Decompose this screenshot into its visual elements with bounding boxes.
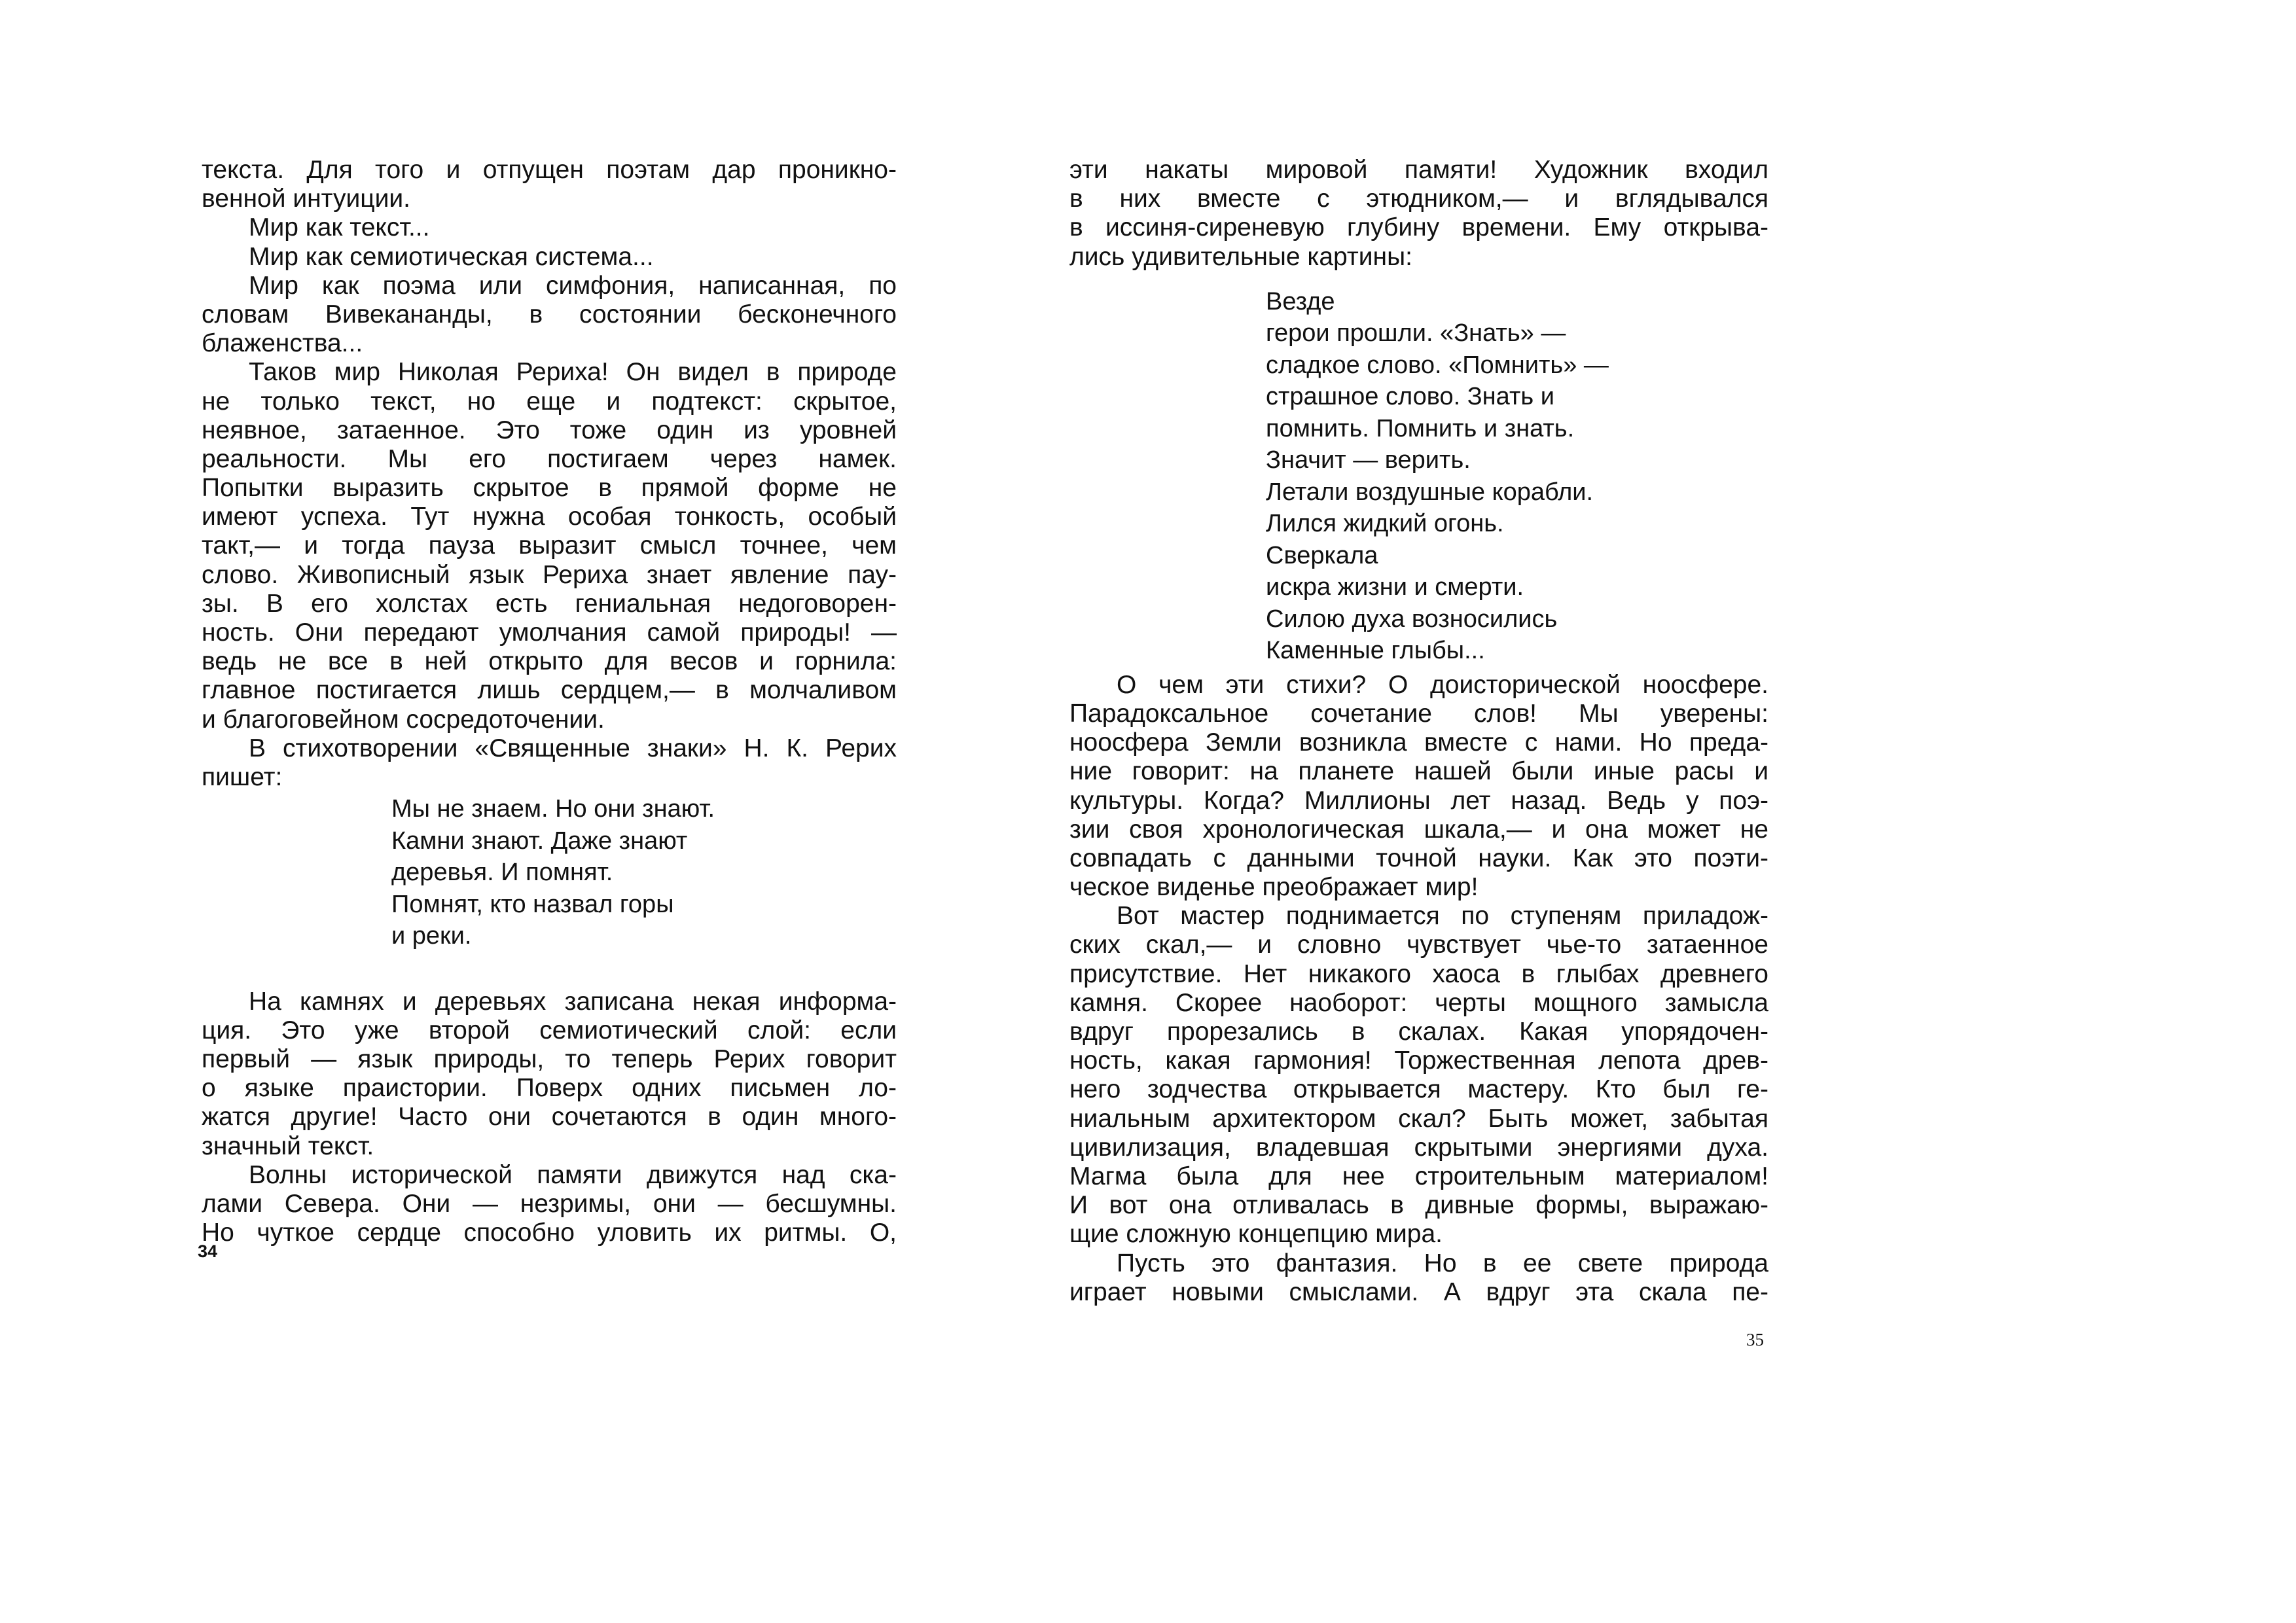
verse-line: помнить. Помнить и знать. bbox=[1266, 414, 1575, 442]
text-line: текста. Для того и отпущен поэтам дар проникно- bbox=[202, 156, 897, 184]
text-line: Но чуткое сердце способно уловить их ритмы. О, bbox=[202, 1219, 897, 1247]
text-line: неявное, затаенное. Это тоже один из уровней bbox=[202, 416, 897, 444]
text-line: Попытки выразить скрытое в прямой форме не bbox=[202, 474, 897, 503]
text-line: словам Вивекананды, в состоянии бесконечного bbox=[202, 300, 897, 329]
text-line: Волны исторической памяти движутся над ска- bbox=[249, 1160, 897, 1189]
right-text-before bbox=[1069, 156, 1768, 272]
right-verse bbox=[1266, 272, 1768, 667]
verse-line: Силою духа возносились bbox=[1266, 605, 1558, 633]
verse-line: искра жизни и смерти. bbox=[1266, 573, 1524, 601]
text-line: Вот мастер поднимается по ступеням приладож- bbox=[1117, 902, 1768, 931]
text-line: в них вместе с этюдником,— и вглядывался bbox=[1069, 185, 1768, 213]
text-line: зы. В его холстах есть гениальная недоговорен- bbox=[202, 589, 897, 618]
text-line: культуры. Когда? Миллионы лет назад. Ведь у поэ- bbox=[1069, 786, 1768, 815]
verse-line: Каменные глыбы... bbox=[1266, 637, 1485, 665]
text-line: вдруг прорезались в скалах. Какая упорядочен- bbox=[1069, 1018, 1768, 1046]
text-line: совпадать с данными точной науки. Как это поэти- bbox=[1069, 844, 1768, 872]
left-page bbox=[202, 156, 897, 1247]
text-line: венной интуиции. bbox=[202, 185, 411, 213]
left-verse bbox=[391, 792, 897, 952]
verse-line: Мы не знаем. Но они знают. bbox=[391, 795, 715, 823]
left-text-before bbox=[202, 156, 897, 792]
text-line: щие сложную концепцию мира. bbox=[1069, 1220, 1443, 1249]
right-text-after bbox=[1069, 671, 1768, 1307]
text-line: Пусть это фантазия. Но в ее свете природа bbox=[1117, 1249, 1768, 1277]
verse-line: Значит — верить. bbox=[1266, 446, 1471, 474]
text-line: На камнях и деревьях записана некая информа- bbox=[249, 987, 897, 1016]
verse-line: деревья. И помнят. bbox=[391, 859, 613, 887]
verse-line: Камни знают. Даже знают bbox=[391, 827, 688, 855]
text-line: ция. Это уже второй семиотический слой: если bbox=[202, 1016, 897, 1044]
text-line: жатся другие! Часто они сочетаются в один много- bbox=[202, 1103, 897, 1132]
verse-line: сладкое слово. «Помнить» — bbox=[1266, 351, 1609, 379]
text-line: зии своя хронологическая шкала,— и она может не bbox=[1069, 815, 1768, 844]
text-line: играет новыми смыслами. А вдруг эта скала пе- bbox=[1069, 1277, 1768, 1306]
text-line: пишет: bbox=[202, 762, 283, 791]
text-line: Мир как поэма или симфония, написанная, по bbox=[249, 271, 897, 300]
verse-line: и реки. bbox=[391, 922, 472, 950]
verse-line: Летали воздушные корабли. bbox=[1266, 478, 1594, 506]
text-line: значный текст. bbox=[202, 1132, 374, 1160]
text-line: ноосфера Земли возникла вместе с нами. Но преда- bbox=[1069, 728, 1768, 757]
verse-line: Помнят, кто назвал горы bbox=[391, 890, 674, 918]
text-line: имеют успеха. Тут нужна особая тонкость, особый bbox=[202, 503, 897, 531]
text-line: цивилизация, владевшая скрытыми энергиями духа. bbox=[1069, 1133, 1768, 1162]
text-line: и благоговейном сосредоточении. bbox=[202, 705, 605, 734]
text-line: ских скал,— и словно чувствует чье-то затаенное bbox=[1069, 931, 1768, 959]
text-line: первый — язык природы, то теперь Рерих говорит bbox=[202, 1045, 897, 1073]
text-line: ность, какая гармония! Торжественная лепота древ- bbox=[1069, 1046, 1768, 1075]
text-line: него зодчества открывается мастеру. Кто был ге- bbox=[1069, 1075, 1768, 1104]
left-text-after bbox=[202, 988, 897, 1248]
text-line: лами Севера. Они — незримы, они — бесшумны. bbox=[202, 1189, 897, 1218]
text-line: Парадоксальное сочетание слов! Мы уверены: bbox=[1069, 699, 1768, 728]
text-line: реальности. Мы его постигаем через намек. bbox=[202, 444, 897, 473]
verse-line: герои прошли. «Знать» — bbox=[1266, 319, 1566, 348]
verse-line: Везде bbox=[1266, 287, 1335, 315]
text-line: камня. Скорее наоборот: черты мощного замысла bbox=[1069, 988, 1768, 1017]
text-line: главное постигается лишь сердцем,— в молчаливом bbox=[202, 676, 897, 705]
text-line: Магма была для нее строительным материалом! bbox=[1069, 1162, 1768, 1190]
text-line: ние говорит: на планете нашей были иные расы и bbox=[1069, 757, 1768, 786]
text-line: слово. Живописный язык Рериха знает явление пау- bbox=[202, 560, 897, 589]
text-line: И вот она отливалась в дивные формы, выражаю- bbox=[1069, 1191, 1768, 1220]
text-line: О чем эти стихи? О доисторической ноосфере. bbox=[1117, 670, 1768, 699]
text-line: о языке праистории. Поверх одних письмен ло- bbox=[202, 1074, 897, 1103]
text-line: в иссиня-сиреневую глубину времени. Ему открыва- bbox=[1069, 213, 1768, 242]
text-line: ческое виденье преображает мир! bbox=[1069, 873, 1479, 902]
text-line: такт,— и тогда пауза выразит смысл точнее, чем bbox=[202, 531, 897, 560]
verse-line: Сверкала bbox=[1266, 541, 1378, 569]
page-number-left: 34 bbox=[198, 1241, 218, 1261]
text-line: эти накаты мировой памяти! Художник входил bbox=[1069, 156, 1768, 184]
verse-line: Лился жидкий огонь. bbox=[1266, 510, 1504, 538]
text-line: не только текст, но еще и подтекст: скрытое, bbox=[202, 387, 897, 416]
text-line: ность. Они передают умолчания самой природы! — bbox=[202, 618, 897, 647]
text-line: ниальным архитектором скал? Быть может, забытая bbox=[1069, 1104, 1768, 1133]
text-line: блаженства... bbox=[202, 329, 363, 358]
text-line: ведь не все в ней открыто для весов и горнила: bbox=[202, 647, 897, 676]
right-page bbox=[1069, 156, 1768, 1307]
text-line: Таков мир Николая Рериха! Он видел в природе bbox=[249, 358, 897, 387]
text-line: В стихотворении «Священные знаки» Н. К. Рерих bbox=[249, 734, 897, 762]
text-line: лись удивительные картины: bbox=[1069, 242, 1412, 271]
text-line: присутствие. Нет никакого хаоса в глыбах древнего bbox=[1069, 959, 1768, 988]
text-line: Мир как семиотическая система... bbox=[249, 242, 654, 271]
verse-line: страшное слово. Знать и bbox=[1266, 383, 1554, 411]
page-number-right: 35 bbox=[1746, 1330, 1764, 1349]
text-line: Мир как текст... bbox=[249, 213, 430, 242]
